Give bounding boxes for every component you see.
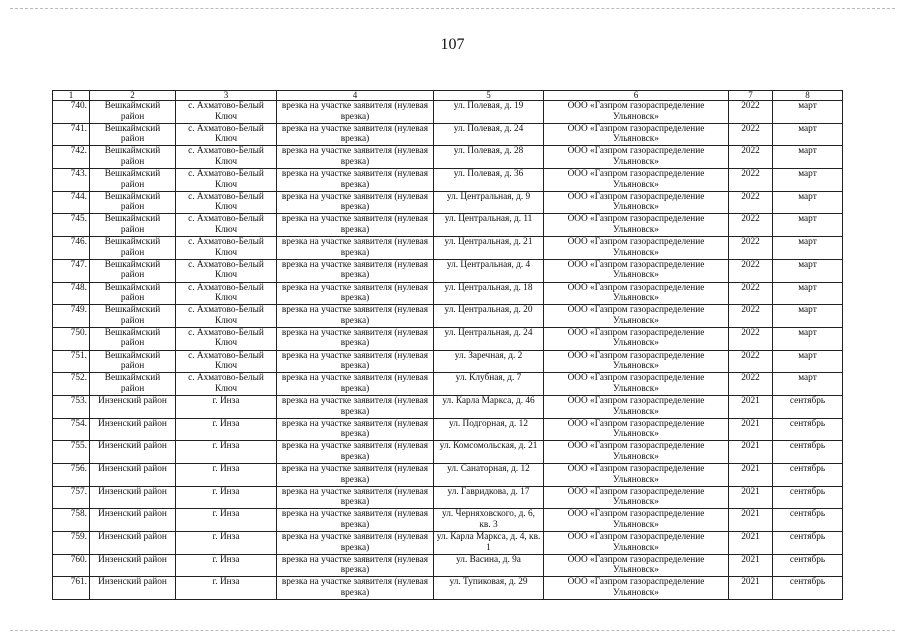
district-cell: Вешкаймский район bbox=[90, 146, 176, 169]
district-cell: Вешкаймский район bbox=[90, 123, 176, 146]
work-type-cell: врезка на участке заявителя (нулевая врезка) bbox=[277, 237, 434, 260]
table-row bbox=[53, 577, 843, 600]
district-cell: Инзенский район bbox=[90, 554, 176, 577]
work-type-cell: врезка на участке заявителя (нулевая врезка) bbox=[277, 327, 434, 350]
address-cell: ул. Тупиковая, д. 29 bbox=[434, 577, 544, 600]
work-type-cell: врезка на участке заявителя (нулевая врезка) bbox=[277, 146, 434, 169]
address-cell: ул. Центральная, д. 20 bbox=[434, 305, 544, 328]
address-cell: ул. Карла Маркса, д. 46 bbox=[434, 395, 544, 418]
organization-cell: ООО «Газпром газораспределение Ульяновск» bbox=[544, 441, 729, 464]
work-type-cell: врезка на участке заявителя (нулевая врезка) bbox=[277, 509, 434, 532]
year-cell: 2021 bbox=[729, 464, 773, 487]
row-number: 747. bbox=[53, 259, 90, 282]
address-cell: ул. Гавридкова, д. 17 bbox=[434, 486, 544, 509]
address-cell: ул. Полевая, д. 28 bbox=[434, 146, 544, 169]
row-number: 753. bbox=[53, 395, 90, 418]
organization-cell: ООО «Газпром газораспределение Ульяновск» bbox=[544, 486, 729, 509]
month-cell: сентябрь bbox=[773, 486, 843, 509]
locality-cell: с. Ахматово-Белый Ключ bbox=[176, 101, 277, 124]
organization-cell: ООО «Газпром газораспределение Ульяновск» bbox=[544, 191, 729, 214]
district-cell: Вешкаймский район bbox=[90, 214, 176, 237]
district-cell: Вешкаймский район bbox=[90, 191, 176, 214]
table-row bbox=[53, 327, 843, 350]
work-type-cell: врезка на участке заявителя (нулевая врезка) bbox=[277, 532, 434, 555]
row-number: 755. bbox=[53, 441, 90, 464]
row-number: 744. bbox=[53, 191, 90, 214]
work-type-cell: врезка на участке заявителя (нулевая врезка) bbox=[277, 554, 434, 577]
work-type-cell: врезка на участке заявителя (нулевая врезка) bbox=[277, 441, 434, 464]
work-type-cell: врезка на участке заявителя (нулевая врезка) bbox=[277, 123, 434, 146]
month-cell: сентябрь bbox=[773, 509, 843, 532]
district-cell: Вешкаймский район bbox=[90, 169, 176, 192]
locality-cell: с. Ахматово-Белый Ключ bbox=[176, 191, 277, 214]
work-type-cell: врезка на участке заявителя (нулевая врезка) bbox=[277, 486, 434, 509]
month-cell: март bbox=[773, 191, 843, 214]
year-cell: 2022 bbox=[729, 169, 773, 192]
address-cell: ул. Полевая, д. 24 bbox=[434, 123, 544, 146]
year-cell: 2021 bbox=[729, 532, 773, 555]
organization-cell: ООО «Газпром газораспределение Ульяновск» bbox=[544, 123, 729, 146]
address-cell: ул. Подгорная, д. 12 bbox=[434, 418, 544, 441]
year-cell: 2021 bbox=[729, 418, 773, 441]
month-cell: сентябрь bbox=[773, 395, 843, 418]
address-cell: ул. Комсомольская, д. 21 bbox=[434, 441, 544, 464]
month-cell: март bbox=[773, 305, 843, 328]
district-cell: Вешкаймский район bbox=[90, 259, 176, 282]
row-number: 742. bbox=[53, 146, 90, 169]
locality-cell: г. Инза bbox=[176, 441, 277, 464]
column-header: 4 bbox=[277, 91, 434, 101]
year-cell: 2022 bbox=[729, 123, 773, 146]
locality-cell: с. Ахматово-Белый Ключ bbox=[176, 146, 277, 169]
row-number: 750. bbox=[53, 327, 90, 350]
table-row bbox=[53, 123, 843, 146]
work-type-cell: врезка на участке заявителя (нулевая врезка) bbox=[277, 191, 434, 214]
organization-cell: ООО «Газпром газораспределение Ульяновск» bbox=[544, 554, 729, 577]
locality-cell: г. Инза bbox=[176, 532, 277, 555]
register-table bbox=[52, 90, 843, 600]
locality-cell: с. Ахматово-Белый Ключ bbox=[176, 169, 277, 192]
table-row bbox=[53, 486, 843, 509]
locality-cell: с. Ахматово-Белый Ключ bbox=[176, 214, 277, 237]
locality-cell: г. Инза bbox=[176, 418, 277, 441]
row-number: 751. bbox=[53, 350, 90, 373]
column-header: 1 bbox=[53, 91, 90, 101]
organization-cell: ООО «Газпром газораспределение Ульяновск» bbox=[544, 350, 729, 373]
year-cell: 2021 bbox=[729, 486, 773, 509]
year-cell: 2021 bbox=[729, 554, 773, 577]
month-cell: март bbox=[773, 169, 843, 192]
table-row bbox=[53, 464, 843, 487]
month-cell: март bbox=[773, 282, 843, 305]
locality-cell: с. Ахматово-Белый Ключ bbox=[176, 123, 277, 146]
organization-cell: ООО «Газпром газораспределение Ульяновск» bbox=[544, 373, 729, 396]
row-number: 756. bbox=[53, 464, 90, 487]
organization-cell: ООО «Газпром газораспределение Ульяновск» bbox=[544, 237, 729, 260]
year-cell: 2022 bbox=[729, 327, 773, 350]
month-cell: сентябрь bbox=[773, 554, 843, 577]
column-header: 7 bbox=[729, 91, 773, 101]
table-row bbox=[53, 418, 843, 441]
table-row bbox=[53, 146, 843, 169]
table-row bbox=[53, 532, 843, 555]
district-cell: Вешкаймский район bbox=[90, 327, 176, 350]
table-row bbox=[53, 259, 843, 282]
district-cell: Инзенский район bbox=[90, 441, 176, 464]
organization-cell: ООО «Газпром газораспределение Ульяновск» bbox=[544, 146, 729, 169]
year-cell: 2022 bbox=[729, 237, 773, 260]
year-cell: 2021 bbox=[729, 577, 773, 600]
table-row bbox=[53, 101, 843, 124]
work-type-cell: врезка на участке заявителя (нулевая врезка) bbox=[277, 282, 434, 305]
address-cell: ул. Центральная, д. 11 bbox=[434, 214, 544, 237]
locality-cell: г. Инза bbox=[176, 486, 277, 509]
year-cell: 2022 bbox=[729, 350, 773, 373]
work-type-cell: врезка на участке заявителя (нулевая врезка) bbox=[277, 259, 434, 282]
address-cell: ул. Центральная, д. 9 bbox=[434, 191, 544, 214]
locality-cell: г. Инза bbox=[176, 464, 277, 487]
month-cell: сентябрь bbox=[773, 418, 843, 441]
month-cell: сентябрь bbox=[773, 464, 843, 487]
address-cell: ул. Полевая, д. 19 bbox=[434, 101, 544, 124]
district-cell: Вешкаймский район bbox=[90, 350, 176, 373]
table-row bbox=[53, 169, 843, 192]
table-row bbox=[53, 395, 843, 418]
district-cell: Вешкаймский район bbox=[90, 237, 176, 260]
table-row bbox=[53, 441, 843, 464]
locality-cell: с. Ахматово-Белый Ключ bbox=[176, 373, 277, 396]
work-type-cell: врезка на участке заявителя (нулевая врезка) bbox=[277, 169, 434, 192]
address-cell: ул. Карла Маркса, д. 4, кв. 1 bbox=[434, 532, 544, 555]
table-row bbox=[53, 282, 843, 305]
locality-cell: г. Инза bbox=[176, 577, 277, 600]
row-number: 743. bbox=[53, 169, 90, 192]
table-row bbox=[53, 509, 843, 532]
organization-cell: ООО «Газпром газораспределение Ульяновск» bbox=[544, 282, 729, 305]
row-number: 761. bbox=[53, 577, 90, 600]
month-cell: март bbox=[773, 146, 843, 169]
organization-cell: ООО «Газпром газораспределение Ульяновск» bbox=[544, 101, 729, 124]
table-row bbox=[53, 350, 843, 373]
locality-cell: г. Инза bbox=[176, 395, 277, 418]
table-row bbox=[53, 305, 843, 328]
address-cell: ул. Черняховского, д. 6, кв. 3 bbox=[434, 509, 544, 532]
locality-cell: г. Инза bbox=[176, 554, 277, 577]
district-cell: Вешкаймский район bbox=[90, 101, 176, 124]
row-number: 748. bbox=[53, 282, 90, 305]
district-cell: Инзенский район bbox=[90, 395, 176, 418]
column-header: 3 bbox=[176, 91, 277, 101]
month-cell: март bbox=[773, 373, 843, 396]
district-cell: Инзенский район bbox=[90, 509, 176, 532]
organization-cell: ООО «Газпром газораспределение Ульяновск» bbox=[544, 532, 729, 555]
work-type-cell: врезка на участке заявителя (нулевая врезка) bbox=[277, 350, 434, 373]
row-number: 745. bbox=[53, 214, 90, 237]
work-type-cell: врезка на участке заявителя (нулевая врезка) bbox=[277, 305, 434, 328]
address-cell: ул. Клубная, д. 7 bbox=[434, 373, 544, 396]
address-cell: ул. Васина, д. 9а bbox=[434, 554, 544, 577]
work-type-cell: врезка на участке заявителя (нулевая врезка) bbox=[277, 418, 434, 441]
year-cell: 2022 bbox=[729, 305, 773, 328]
page-number: 107 bbox=[440, 36, 465, 53]
address-cell: ул. Центральная, д. 18 bbox=[434, 282, 544, 305]
year-cell: 2022 bbox=[729, 373, 773, 396]
locality-cell: с. Ахматово-Белый Ключ bbox=[176, 305, 277, 328]
address-cell: ул. Заречная, д. 2 bbox=[434, 350, 544, 373]
district-cell: Вешкаймский район bbox=[90, 305, 176, 328]
locality-cell: с. Ахматово-Белый Ключ bbox=[176, 282, 277, 305]
work-type-cell: врезка на участке заявителя (нулевая врезка) bbox=[277, 577, 434, 600]
organization-cell: ООО «Газпром газораспределение Ульяновск» bbox=[544, 327, 729, 350]
organization-cell: ООО «Газпром газораспределение Ульяновск» bbox=[544, 509, 729, 532]
work-type-cell: врезка на участке заявителя (нулевая врезка) bbox=[277, 214, 434, 237]
organization-cell: ООО «Газпром газораспределение Ульяновск» bbox=[544, 305, 729, 328]
month-cell: март bbox=[773, 350, 843, 373]
district-cell: Вешкаймский район bbox=[90, 282, 176, 305]
scan-artifact-bottom bbox=[10, 630, 895, 631]
address-cell: ул. Центральная, д. 24 bbox=[434, 327, 544, 350]
district-cell: Инзенский район bbox=[90, 486, 176, 509]
month-cell: март bbox=[773, 327, 843, 350]
table-row bbox=[53, 214, 843, 237]
work-type-cell: врезка на участке заявителя (нулевая врезка) bbox=[277, 373, 434, 396]
row-number: 760. bbox=[53, 554, 90, 577]
work-type-cell: врезка на участке заявителя (нулевая врезка) bbox=[277, 395, 434, 418]
table-row bbox=[53, 554, 843, 577]
month-cell: сентябрь bbox=[773, 441, 843, 464]
address-cell: ул. Полевая, д. 36 bbox=[434, 169, 544, 192]
month-cell: сентябрь bbox=[773, 532, 843, 555]
month-cell: март bbox=[773, 237, 843, 260]
address-cell: ул. Центральная, д. 4 bbox=[434, 259, 544, 282]
month-cell: сентябрь bbox=[773, 577, 843, 600]
month-cell: март bbox=[773, 101, 843, 124]
table-row bbox=[53, 191, 843, 214]
work-type-cell: врезка на участке заявителя (нулевая врезка) bbox=[277, 101, 434, 124]
row-number: 759. bbox=[53, 532, 90, 555]
address-cell: ул. Санаторная, д. 12 bbox=[434, 464, 544, 487]
year-cell: 2022 bbox=[729, 191, 773, 214]
row-number: 758. bbox=[53, 509, 90, 532]
month-cell: март bbox=[773, 123, 843, 146]
table-body bbox=[53, 101, 843, 600]
organization-cell: ООО «Газпром газораспределение Ульяновск» bbox=[544, 395, 729, 418]
table-row bbox=[53, 237, 843, 260]
table-row bbox=[53, 373, 843, 396]
year-cell: 2021 bbox=[729, 441, 773, 464]
row-number: 754. bbox=[53, 418, 90, 441]
district-cell: Инзенский район bbox=[90, 418, 176, 441]
month-cell: март bbox=[773, 259, 843, 282]
district-cell: Инзенский район bbox=[90, 532, 176, 555]
column-header: 6 bbox=[544, 91, 729, 101]
organization-cell: ООО «Газпром газораспределение Ульяновск» bbox=[544, 577, 729, 600]
year-cell: 2021 bbox=[729, 395, 773, 418]
row-number: 740. bbox=[53, 101, 90, 124]
column-header: 8 bbox=[773, 91, 843, 101]
row-number: 752. bbox=[53, 373, 90, 396]
row-number: 741. bbox=[53, 123, 90, 146]
organization-cell: ООО «Газпром газораспределение Ульяновск» bbox=[544, 214, 729, 237]
year-cell: 2022 bbox=[729, 282, 773, 305]
scan-artifact-top bbox=[10, 8, 895, 9]
year-cell: 2021 bbox=[729, 509, 773, 532]
district-cell: Вешкаймский район bbox=[90, 373, 176, 396]
row-number: 749. bbox=[53, 305, 90, 328]
year-cell: 2022 bbox=[729, 146, 773, 169]
column-header: 5 bbox=[434, 91, 544, 101]
row-number: 757. bbox=[53, 486, 90, 509]
organization-cell: ООО «Газпром газораспределение Ульяновск» bbox=[544, 259, 729, 282]
organization-cell: ООО «Газпром газораспределение Ульяновск» bbox=[544, 418, 729, 441]
locality-cell: г. Инза bbox=[176, 509, 277, 532]
column-numbers-row bbox=[53, 91, 843, 101]
year-cell: 2022 bbox=[729, 214, 773, 237]
column-header: 2 bbox=[90, 91, 176, 101]
district-cell: Инзенский район bbox=[90, 464, 176, 487]
work-type-cell: врезка на участке заявителя (нулевая врезка) bbox=[277, 464, 434, 487]
organization-cell: ООО «Газпром газораспределение Ульяновск» bbox=[544, 169, 729, 192]
month-cell: март bbox=[773, 214, 843, 237]
locality-cell: с. Ахматово-Белый Ключ bbox=[176, 237, 277, 260]
year-cell: 2022 bbox=[729, 259, 773, 282]
year-cell: 2022 bbox=[729, 101, 773, 124]
organization-cell: ООО «Газпром газораспределение Ульяновск» bbox=[544, 464, 729, 487]
row-number: 746. bbox=[53, 237, 90, 260]
district-cell: Инзенский район bbox=[90, 577, 176, 600]
locality-cell: с. Ахматово-Белый Ключ bbox=[176, 259, 277, 282]
address-cell: ул. Центральная, д. 21 bbox=[434, 237, 544, 260]
locality-cell: с. Ахматово-Белый Ключ bbox=[176, 350, 277, 373]
locality-cell: с. Ахматово-Белый Ключ bbox=[176, 327, 277, 350]
